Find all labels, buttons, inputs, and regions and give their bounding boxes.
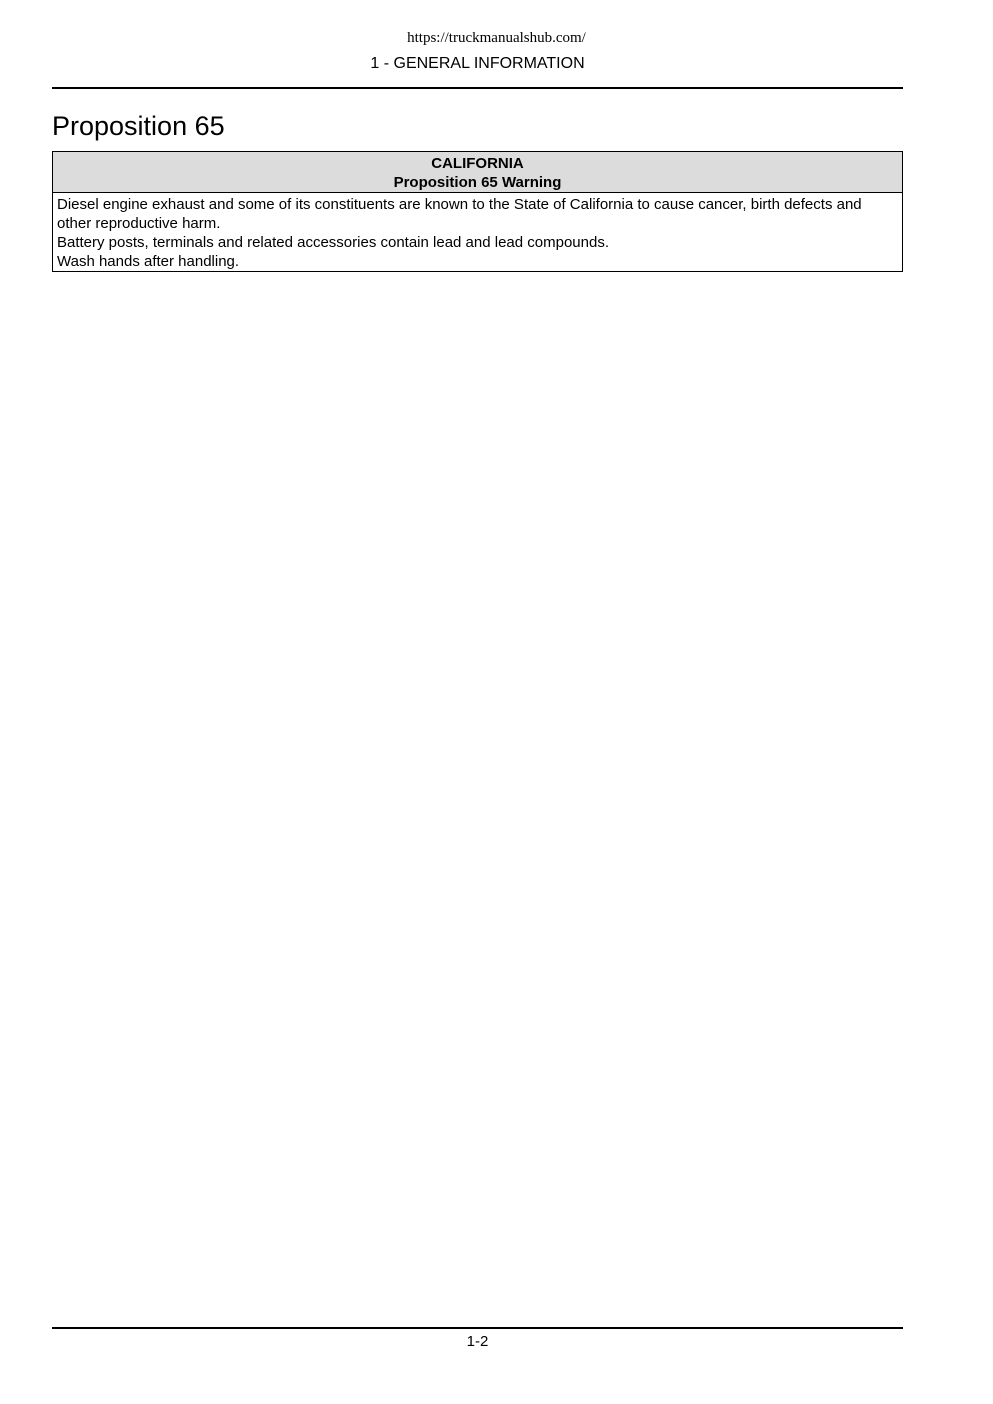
warning-text-exhaust: Diesel engine exhaust and some of its constituents are known to the State of California to cause cancer, birth defects and other reproductive harm.: [57, 196, 862, 232]
warning-text-battery: Battery posts, terminals and related accessories contain lead and lead compounds.: [57, 234, 609, 251]
section-header: 1 - GENERAL INFORMATION: [370, 55, 585, 72]
source-url[interactable]: https://truckmanualshub.com/: [407, 30, 586, 46]
warning-box: [52, 151, 903, 272]
warning-heading-title: Proposition 65 Warning: [393, 174, 562, 191]
warning-heading-state: CALIFORNIA: [431, 155, 524, 172]
header-divider: [52, 87, 903, 89]
footer-divider: [52, 1327, 903, 1329]
page-title: Proposition 65: [52, 111, 225, 141]
warning-body: [53, 193, 902, 271]
warning-heading: [53, 152, 902, 193]
page-number: 1-2: [466, 1333, 489, 1350]
warning-text-wash-hands: Wash hands after handling.: [57, 253, 240, 270]
